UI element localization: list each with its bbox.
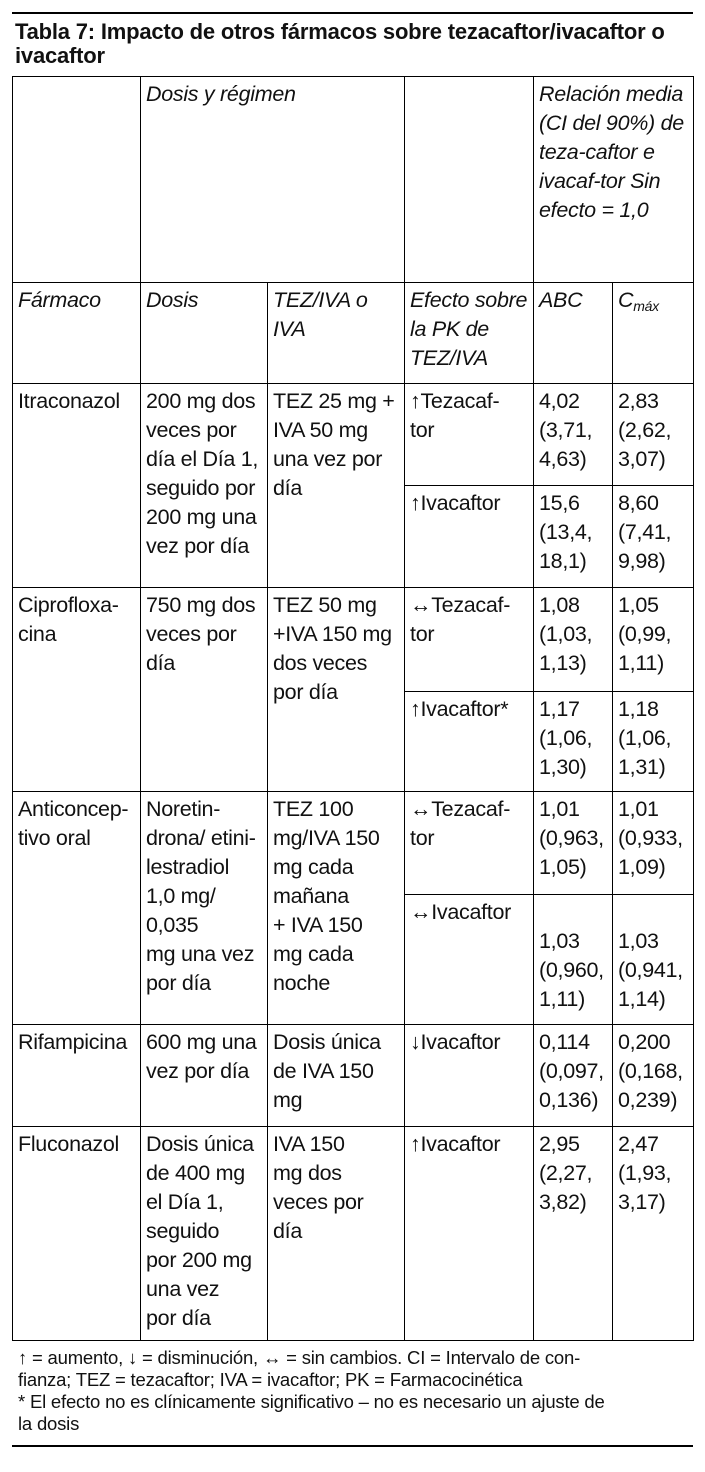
header-dosis-regimen: Dosis y régimen [141, 77, 405, 283]
cell-abc: 2,95 (2,27, 3,82) [534, 1127, 613, 1341]
header-relacion-media: Relación media (CI del 90%) de teza-caftor e ivacaf-tor Sin efecto = 1,0 [534, 77, 694, 283]
cell-efecto: ↑Ivacaftor [405, 486, 534, 588]
cell-efecto: ↔Ivacaftor [405, 895, 534, 1025]
cell-dosis: 200 mg dos veces por día el Día 1, seguido por 200 mg una vez por día [141, 384, 268, 588]
cmax-base: C [618, 288, 634, 312]
header-row-columns [13, 283, 694, 384]
cell-efecto: ↔Tezacaf- tor [405, 588, 534, 692]
table-row [13, 1127, 694, 1341]
cell-abc: 1,08 (1,03, 1,13) [534, 588, 613, 692]
cell-tez-iva: Dosis única de IVA 150 mg [268, 1025, 405, 1127]
header-empty-cell [405, 77, 534, 283]
table-row [13, 588, 694, 692]
cell-abc: 0,114 (0,097, 0,136) [534, 1025, 613, 1127]
cell-tez-iva: TEZ 100 mg/IVA 150 mg cada mañana + IVA 150 mg cada noche [268, 792, 405, 1025]
cell-abc: 1,03 (0,960, 1,11) [534, 895, 613, 1025]
header-row-top [13, 77, 694, 283]
interaction-table [12, 76, 694, 1341]
cell-abc: 1,01 (0,963, 1,05) [534, 792, 613, 895]
cell-abc: 1,17 (1,06, 1,30) [534, 692, 613, 792]
cmax-subscript: máx [633, 298, 659, 314]
cell-farmaco: Rifampicina [13, 1025, 141, 1127]
cell-efecto: ↑Ivacaftor [405, 1127, 534, 1341]
cell-cmax: 2,83 (2,62, 3,07) [613, 384, 694, 486]
cell-abc: 15,6 (13,4, 18,1) [534, 486, 613, 588]
cell-abc: 4,02 (3,71, 4,63) [534, 384, 613, 486]
document-page [12, 12, 693, 1447]
footnote-legend: ↑ = aumento, ↓ = disminución, ↔ = sin cambios. CI = Intervalo de con- fianza; TEZ = tezacaftor; IVA = ivacaftor; PK = Farmacocinética [18, 1347, 581, 1390]
header-farmaco: Fármaco [13, 283, 141, 384]
table-body [13, 77, 694, 1341]
cell-efecto: ↔Tezacaf- tor [405, 792, 534, 895]
header-abc: ABC [534, 283, 613, 384]
footnote-asterisk: * El efecto no es clínicamente significativo – no es necesario un ajuste de la dosis [18, 1391, 605, 1434]
table-title: Tabla 7: Impacto de otros fármacos sobre tezacaftor/ivacaftor o ivacaftor [15, 19, 665, 68]
cell-tez-iva: IVA 150 mg dos veces por día [268, 1127, 405, 1341]
table-row [13, 384, 694, 486]
cell-cmax: 8,60 (7,41, 9,98) [613, 486, 694, 588]
cell-dosis: 600 mg una vez por día [141, 1025, 268, 1127]
header-cmax [613, 283, 694, 384]
cell-cmax: 1,05 (0,99, 1,11) [613, 588, 694, 692]
header-efecto: Efecto sobre la PK de TEZ/IVA [405, 283, 534, 384]
cell-tez-iva: TEZ 50 mg +IVA 150 mg dos veces por día [268, 588, 405, 792]
cell-farmaco: Itraconazol [13, 384, 141, 588]
cell-farmaco: Anticoncep- tivo oral [13, 792, 141, 1025]
cell-cmax: 2,47 (1,93, 3,17) [613, 1127, 694, 1341]
cell-farmaco: Ciprofloxa- cina [13, 588, 141, 792]
cell-tez-iva: TEZ 25 mg + IVA 50 mg una vez por día [268, 384, 405, 588]
cell-cmax: 1,03 (0,941, 1,14) [613, 895, 694, 1025]
cell-cmax: 1,01 (0,933, 1,09) [613, 792, 694, 895]
cell-cmax: 0,200 (0,168, 0,239) [613, 1025, 694, 1127]
cell-efecto: ↑Ivacaftor* [405, 692, 534, 792]
cell-dosis: 750 mg dos veces por día [141, 588, 268, 792]
cell-dosis: Dosis única de 400 mg el Día 1, seguido por 200 mg una vez por día [141, 1127, 268, 1341]
cell-efecto: ↓Ivacaftor [405, 1025, 534, 1127]
footnote [12, 1341, 693, 1447]
cell-farmaco: Fluconazol [13, 1127, 141, 1341]
header-tez-iva: TEZ/IVA o IVA [268, 283, 405, 384]
cell-dosis: Noretin- drona/ etini- lestradiol 1,0 mg/ 0,035 mg una vez por día [141, 792, 268, 1025]
cell-efecto: ↑Tezacaf- tor [405, 384, 534, 486]
header-empty-cell [13, 77, 141, 283]
cell-cmax: 1,18 (1,06, 1,31) [613, 692, 694, 792]
header-dosis: Dosis [141, 283, 268, 384]
table-row [13, 792, 694, 895]
table-row [13, 1025, 694, 1127]
